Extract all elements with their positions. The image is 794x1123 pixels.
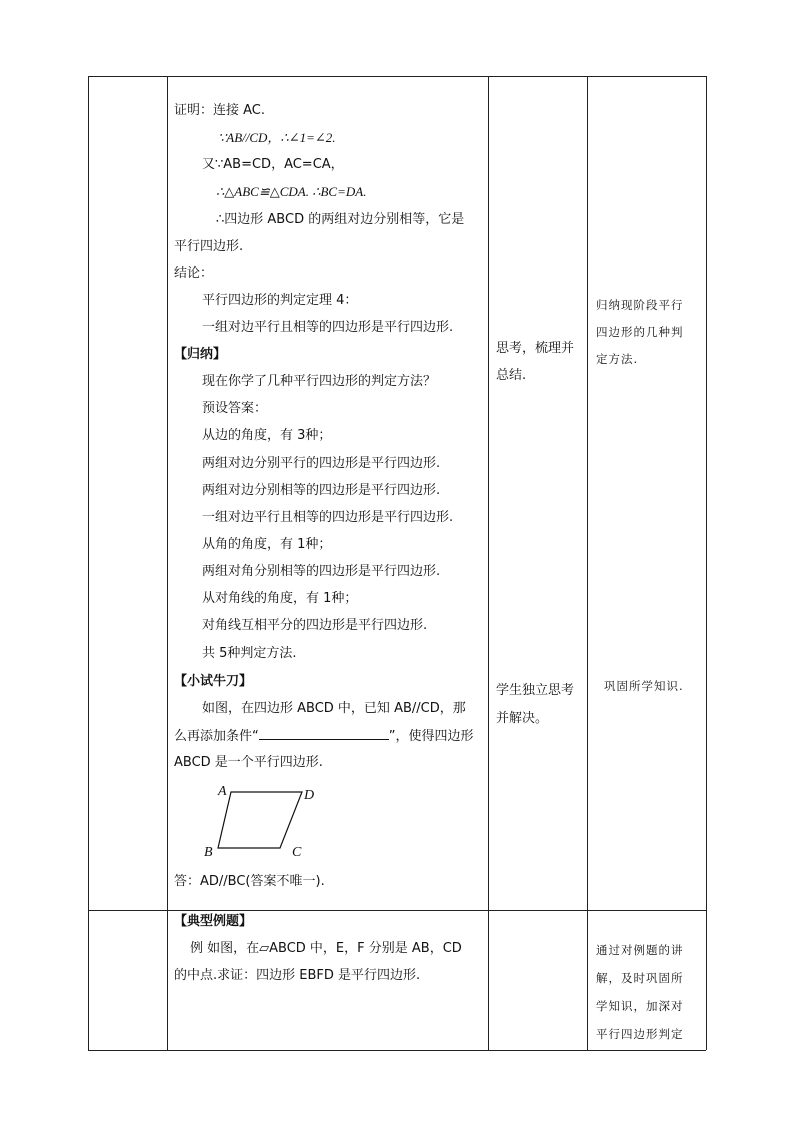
proof-line-2: ∵AB//CD，∴∠1=∠2. bbox=[218, 130, 336, 145]
col-border-3 bbox=[488, 76, 489, 1050]
design-intent-1: 归纳现阶段平行 bbox=[596, 298, 684, 312]
col-border-5 bbox=[706, 76, 707, 1050]
vertex-label-a: A bbox=[218, 784, 227, 799]
theorem-title: 平行四边形的判定定理 4： bbox=[202, 293, 358, 308]
summary-question: 现在你学了几种平行四边形的判定方法？ bbox=[202, 374, 437, 389]
practice-answer: 答：AD//BC(答案不唯一). bbox=[174, 874, 325, 889]
table-bottom-border bbox=[88, 1050, 706, 1051]
conclusion-title: 结论： bbox=[174, 266, 214, 281]
design-intent-3: 学知识，加深对 bbox=[596, 999, 684, 1013]
student-activity-1: 总结. bbox=[496, 368, 527, 383]
practice-line-1: 如图，在四边形 ABCD 中，已知 AB//CD，那 bbox=[202, 701, 466, 716]
proof-line-6: 平行四边形. bbox=[174, 239, 244, 254]
practice-line-2 bbox=[174, 728, 474, 745]
design-intent-2: 巩固所学知识. bbox=[604, 679, 684, 693]
parallelogram-shape bbox=[218, 792, 302, 848]
design-intent-1: 四边形的几种判 bbox=[596, 325, 684, 339]
student-activity-2: 学生独立思考 bbox=[496, 683, 575, 698]
summary-item: 从角的角度，有 1种； bbox=[202, 537, 332, 552]
practice-line-2-start: 么再添加条件“ bbox=[174, 729, 259, 744]
design-intent-3: 平行四边形判定 bbox=[596, 1027, 684, 1041]
proof-line-4: ∴△ABC≌△CDA. ∴BC=DA. bbox=[216, 184, 367, 199]
proof-line-1: 证明：连接 AC. bbox=[174, 103, 266, 118]
proof-line-5: ∴四边形 ABCD 的两组对边分别相等，它是 bbox=[216, 212, 465, 227]
col-border-1 bbox=[88, 76, 89, 1050]
student-activity-1: 思考，梳理并 bbox=[496, 341, 575, 356]
example-line-2: 的中点.求证：四边形 EBFD 是平行四边形. bbox=[174, 968, 421, 983]
design-intent-1: 定方法. bbox=[596, 352, 639, 366]
proof-line-3: 又∵AB=CD，AC=CA， bbox=[202, 157, 344, 172]
col-border-4 bbox=[587, 76, 588, 1050]
example-line-1: 例 如图，在▱ABCD 中，E，F 分别是 AB，CD bbox=[190, 941, 462, 956]
practice-line-2-end: ”，使得四边形 bbox=[388, 729, 474, 744]
summary-item: 从边的角度，有 3种； bbox=[202, 428, 332, 443]
practice-line-3: ABCD 是一个平行四边形. bbox=[174, 755, 323, 770]
design-intent-3: 通过对例题的讲 bbox=[596, 943, 684, 957]
summary-item: 两组对边分别平行的四边形是平行四边形. bbox=[202, 456, 441, 471]
vertex-label-b: B bbox=[204, 845, 213, 860]
theorem-statement: 一组对边平行且相等的四边形是平行四边形. bbox=[202, 320, 454, 335]
table-top-border bbox=[88, 76, 706, 77]
example-heading: 【典型例题】 bbox=[174, 914, 253, 929]
vertex-label-c: C bbox=[292, 845, 302, 860]
student-activity-2: 并解决。 bbox=[496, 711, 549, 726]
row-divider bbox=[88, 910, 706, 911]
vertex-label-d: D bbox=[304, 788, 315, 803]
summary-item: 共 5种判定方法. bbox=[202, 646, 297, 661]
design-intent-3: 解，及时巩固所 bbox=[596, 971, 684, 985]
summary-item: 一组对边平行且相等的四边形是平行四边形. bbox=[202, 510, 454, 525]
summary-item: 从对角线的角度，有 1种； bbox=[202, 591, 358, 606]
col-border-2 bbox=[167, 76, 168, 1050]
answer-blank bbox=[259, 728, 389, 740]
practice-heading: 【小试牛刀】 bbox=[174, 674, 253, 689]
summary-heading: 【归纳】 bbox=[174, 347, 227, 362]
summary-item: 两组对角分别相等的四边形是平行四边形. bbox=[202, 564, 441, 579]
summary-preset: 预设答案： bbox=[202, 401, 268, 416]
summary-item: 对角线互相平分的四边形是平行四边形. bbox=[202, 618, 428, 633]
summary-item: 两组对边分别相等的四边形是平行四边形. bbox=[202, 483, 441, 498]
